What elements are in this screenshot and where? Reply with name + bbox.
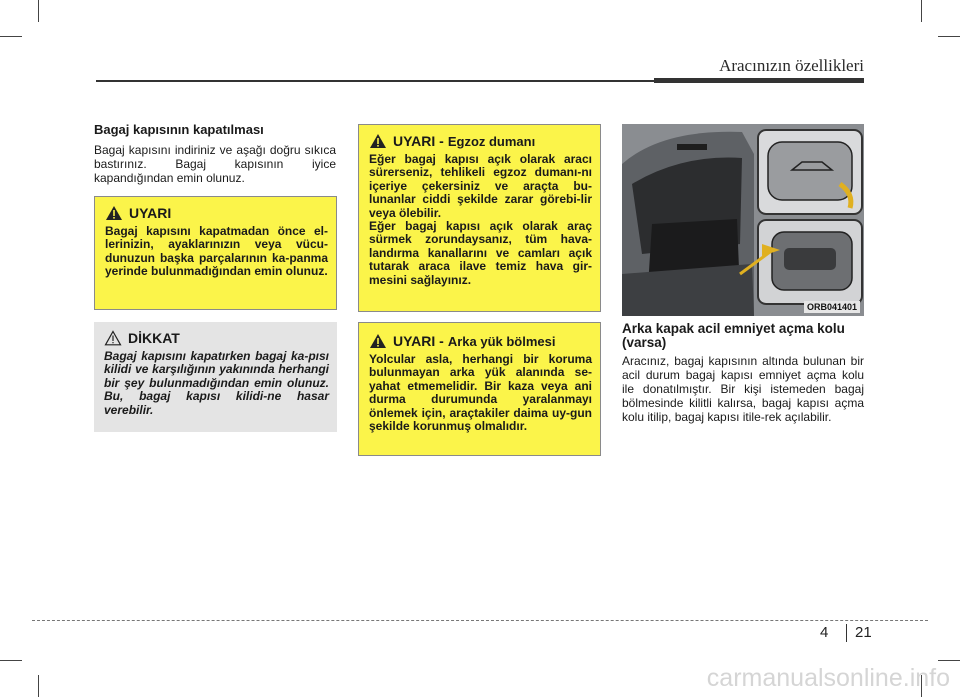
watermark: carmanualsonline.info — [706, 664, 950, 692]
section-closing-tailgate — [94, 122, 336, 185]
photo-reference-code: ORB041401 — [804, 301, 860, 313]
warning-title: UYARI — [129, 205, 172, 221]
crop-mark — [38, 675, 39, 697]
warning-exhaust-box — [358, 124, 601, 312]
page-number: 21 — [855, 624, 872, 641]
section-emergency-release — [622, 322, 864, 424]
warning-body: Bagaj kapısını kapatmadan önce el-lerinizin, ayaklarınızın veya vücu-dunuzun başka parçalarının ka-panma yerinde bulunmadığından emin olunuz. — [105, 224, 328, 279]
footer-rule — [32, 620, 928, 621]
caution-triangle-icon — [104, 330, 122, 346]
section-heading: Arka kapak acil emniyet açma kolu (varsa) — [622, 321, 845, 350]
section-body: Aracınız, bagaj kapısının altında bulunan bir acil durum bagaj kapısı emniyet açma kolu ile donatılmıştır. Bir kişi istemeden bagaj bölmesinde kilitli kalırsa, bagaj kapısı açma kolu itilip, bagaj kapısı itile-rek açılabilir. — [622, 354, 864, 424]
warning-triangle-icon — [369, 333, 387, 349]
warning-title: UYARI - — [393, 333, 444, 349]
section-body: Bagaj kapısını indiriniz ve aşağı doğru sıkıca bastırınız. Bagaj kapısının iyice kapandığından emin olunuz. — [94, 143, 336, 185]
warning-triangle-icon — [105, 205, 123, 221]
warning-body: Yolcular asla, herhangi bir koruma bulunmayan arka yük alanında se-yahat etmemelidir. Bir kaza veya ani durma durumunda yaralanmayı önlemek için, araçtakiler daima uy-gun şekilde korunmuş olmalıdır. — [369, 352, 592, 434]
caution-header — [104, 330, 329, 346]
warning-title: UYARI - — [393, 133, 444, 149]
page-number-separator — [846, 624, 847, 642]
warning-cargo-box — [358, 322, 601, 456]
photo-illustration — [622, 124, 864, 316]
warning-header — [369, 333, 592, 349]
warning-subtitle: Egzoz dumanı — [447, 133, 536, 149]
caution-box — [94, 322, 337, 432]
crop-mark — [921, 0, 922, 22]
caution-title: DİKKAT — [128, 330, 180, 346]
crop-mark — [38, 0, 39, 22]
crop-mark — [938, 660, 960, 661]
warning-header — [369, 133, 592, 149]
crop-mark — [0, 36, 22, 37]
warning-body-paragraph: Eğer bagaj kapısı açık olarak aracı sürerseniz, tehlikeli egzoz dumanı-nı içeriye çekersiniz ve araçta bu-lunanlar ciddi şekilde zarar görebi-lir veya ölebilir. — [369, 152, 592, 220]
tailgate-release-photo — [622, 124, 864, 316]
chapter-title: Aracınızın özellikleri — [719, 56, 864, 75]
caution-body: Bagaj kapısını kapatırken bagaj ka-pısı kilidi ve karşılığının yakınında herhangi bir şey bulunmadığından emin olunuz. Bu, bagaj kapısı kilidi-ne hasar verebilir. — [104, 349, 329, 417]
crop-mark — [938, 36, 960, 37]
crop-mark — [0, 660, 22, 661]
warning-box — [94, 196, 337, 310]
warning-subtitle: Arka yük bölmesi — [447, 333, 556, 349]
section-heading: Bagaj kapısının kapatılması — [94, 122, 264, 137]
warning-header — [105, 205, 328, 221]
header-rule-accent — [654, 78, 864, 83]
warning-body-paragraph: Eğer bagaj kapısı açık olarak araç sürmek zorundaysanız, tüm hava-landırma kanallarını ve camları açık tutarak araca ilave temiz hava gir-mesini sağlayınız. — [369, 219, 592, 287]
warning-triangle-icon — [369, 133, 387, 149]
chapter-number: 4 — [820, 624, 829, 641]
